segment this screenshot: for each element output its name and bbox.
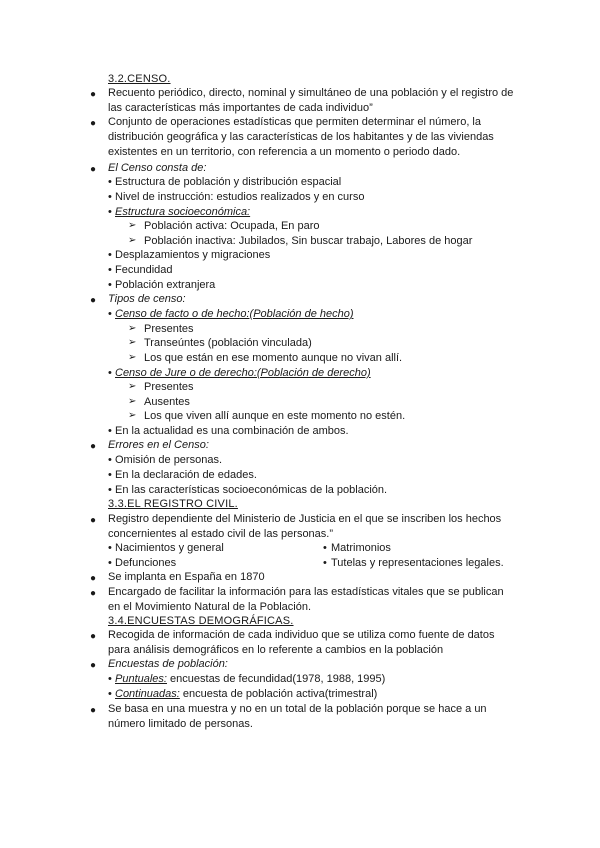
paragraph: Encargado de facilitar la información para las estadísticas vitales que se publican en el Movimiento Natural de la Población. (108, 586, 504, 613)
arrow-bullet-icon: ➢ (128, 410, 137, 421)
heading-encuestas: 3.4.ENCUESTAS DEMOGRÁFICAS. (108, 615, 294, 627)
sub-bullet-icon: • (108, 557, 112, 569)
list-item: Estructura de población y distribución espacial (115, 176, 342, 188)
list-item: En las características socioeconómicas de la población. (115, 484, 388, 496)
sub-bullet-icon: • (108, 688, 112, 700)
subheading: Errores en el Censo: (108, 439, 209, 451)
list-item: Tutelas y representaciones legales. (331, 557, 504, 569)
sub-bullet-icon: • (108, 176, 112, 188)
list-item: Fecundidad (115, 264, 173, 276)
paragraph: Conjunto de operaciones estadísticas que permiten determinar el número, la distribución geográfica y las características de los habitantes y de las viviendas existentes en un territorio, con referencia a un momento o periodo dado. (108, 116, 494, 158)
list-item (115, 687, 377, 701)
sub-bullet-icon: • (108, 469, 112, 481)
bullet-icon: ● (90, 164, 97, 175)
list-item: Nivel de instrucción: estudios realizados y en curso (115, 191, 365, 203)
subheading: Encuestas de población: (108, 658, 228, 670)
sub-bullet-icon: • (108, 673, 112, 685)
bullet-icon: ● (90, 588, 97, 599)
arrow-bullet-icon: ➢ (128, 220, 137, 231)
list-item: Los que viven allí aunque en este momento no estén. (144, 410, 406, 422)
list-item: Nacimientos y general (115, 542, 224, 554)
bullet-icon: ● (90, 660, 97, 671)
label: Puntuales: (115, 673, 167, 685)
label: Continuadas: (115, 688, 180, 700)
arrow-bullet-icon: ➢ (128, 352, 137, 363)
bullet-icon: ● (90, 631, 97, 642)
arrow-bullet-icon: ➢ (128, 337, 137, 348)
arrow-bullet-icon: ➢ (128, 396, 137, 407)
arrow-bullet-icon: ➢ (128, 323, 137, 334)
bullet-icon: ● (90, 441, 97, 452)
heading-censo: 3.2.CENSO. (108, 73, 171, 85)
bullet-icon: ● (90, 89, 97, 100)
list-item: Presentes (144, 323, 194, 335)
sub-bullet-icon: • (108, 249, 112, 261)
sub-bullet-icon: • (108, 264, 112, 276)
list-item: Población extranjera (115, 279, 216, 291)
paragraph: Recogida de información de cada individuo que se utiliza como fuente de datos para análisis demográficos en lo referente a cambios en la población (108, 629, 495, 656)
list-item: Desplazamientos y migraciones (115, 249, 271, 261)
bullet-icon: ● (90, 295, 97, 306)
list-item: Presentes (144, 381, 194, 393)
list-item: Ausentes (144, 396, 190, 408)
paragraph: Se implanta en España en 1870 (108, 571, 265, 583)
subheading: El Censo consta de: (108, 162, 207, 174)
sub-bullet-icon: • (108, 279, 112, 291)
list-item: Censo de Jure o de derecho:(Población de derecho) (115, 367, 371, 379)
list-item: Omisión de personas. (115, 454, 222, 466)
list-item (115, 672, 385, 686)
bullet-icon: ● (90, 573, 97, 584)
list-item: En la declaración de edades. (115, 469, 257, 481)
sub-bullet-icon: • (108, 484, 112, 496)
list-item: En la actualidad es una combinación de ambos. (115, 425, 349, 437)
sub-bullet-icon: • (108, 191, 112, 203)
sub-bullet-icon: • (108, 206, 112, 218)
list-item: Los que están en ese momento aunque no vivan allí. (144, 352, 403, 364)
sub-bullet-icon: • (323, 557, 327, 569)
sub-bullet-icon: • (108, 425, 112, 437)
sub-bullet-icon: • (108, 542, 112, 554)
paragraph: Registro dependiente del Ministerio de Justicia en el que se inscriben los hechos concernientes al estado civil de las personas.” (108, 513, 502, 540)
bullet-icon: ● (90, 705, 97, 716)
text: encuestas de fecundidad(1978, 1988, 1995) (166, 673, 386, 685)
list-item: Defunciones (115, 557, 177, 569)
arrow-bullet-icon: ➢ (128, 235, 137, 246)
list-item: Transeúntes (población vinculada) (144, 337, 312, 349)
list-item: Matrimonios (331, 542, 391, 554)
sub-bullet-icon: • (108, 367, 112, 379)
list-item: Estructura socioeconómica: (115, 206, 251, 218)
list-item: Censo de facto o de hecho:(Población de hecho) (115, 308, 354, 320)
arrow-bullet-icon: ➢ (128, 381, 137, 392)
list-item: Población activa: Ocupada, En paro (144, 220, 320, 232)
heading-registro-civil: 3.3.EL REGISTRO CIVIL. (108, 498, 238, 510)
paragraph: Se basa en una muestra y no en un total de la población porque se hace a un número limitado de personas. (108, 703, 487, 730)
text: encuesta de población activa(trimestral) (179, 688, 378, 700)
list-item: Población inactiva: Jubilados, Sin buscar trabajo, Labores de hogar (144, 235, 473, 247)
paragraph: Recuento periódico, directo, nominal y simultáneo de una población y el registro de las características más importantes de cada individuo” (108, 87, 514, 114)
bullet-icon: ● (90, 118, 97, 129)
bullet-icon: ● (90, 515, 97, 526)
sub-bullet-icon: • (108, 454, 112, 466)
sub-bullet-icon: • (323, 542, 327, 554)
subheading: Tipos de censo: (108, 293, 186, 305)
sub-bullet-icon: • (108, 308, 112, 320)
